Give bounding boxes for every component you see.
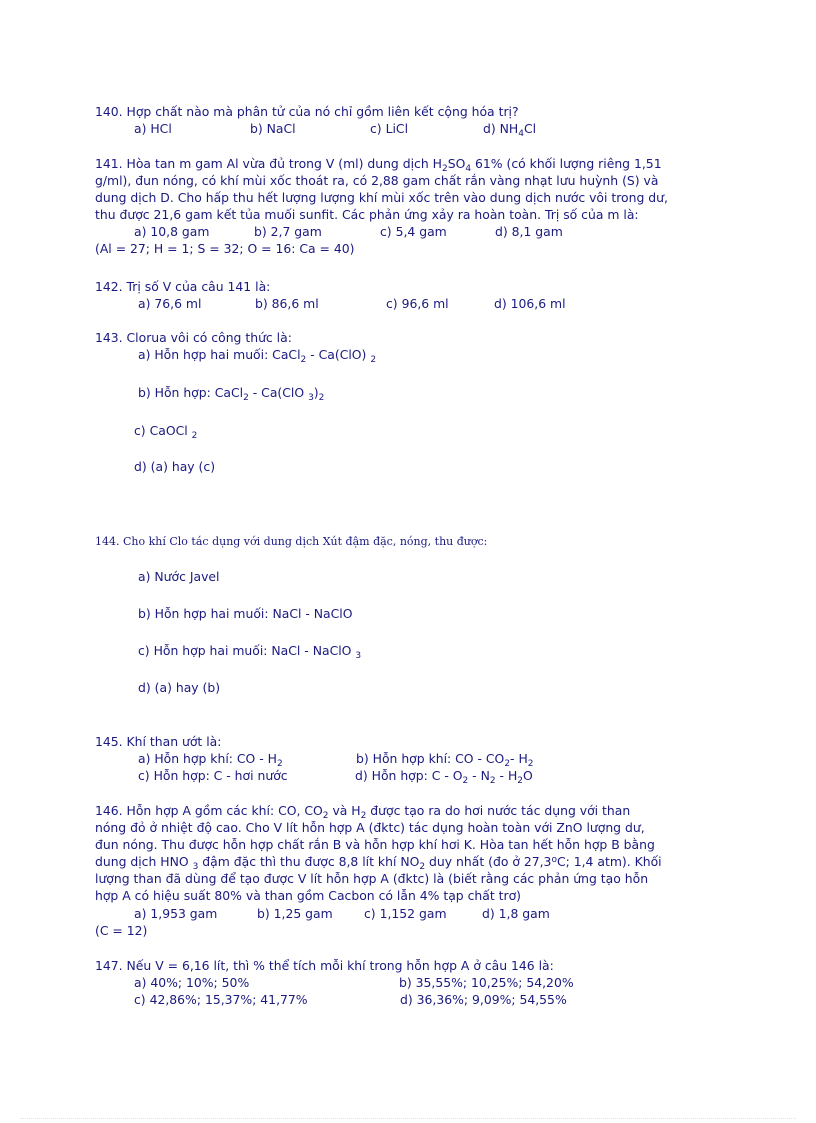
question-145-option-b: b) Hỗn hợp khí: CO - $CO_2-$ $H_2$ — [356, 751, 534, 769]
question-140-stem: 140. Hợp chất nào mà phân tử của nó chỉ gồm liên kết cộng hóa trị? — [95, 104, 519, 119]
question-146-option-d: d) 1,8 gam — [482, 906, 550, 921]
question-146-line-6: hợp A có hiệu suất 80% và than gồm Cacbon có lẫn 4% tạp chất trơ) — [95, 888, 522, 903]
question-147-stem: 147. Nếu V = 6,16 lít, thì % thể tích mỗi khí trong hỗn hợp A ở câu 146 là: — [95, 958, 554, 973]
question-147-option-b: b) 35,55%; 10,25%; 54,20% — [399, 975, 574, 990]
question-141-line-2: g/ml), đun nóng, có khí mùi xốc thoát ra, có 2,88 gam chất rắn vàng nhạt lưu huỳnh (S) và — [95, 173, 659, 188]
question-143-option-a: a) Hỗn hợp hai muối: CaCl$_2$ - Ca(ClO) $_2$ — [138, 347, 377, 365]
question-142-option-b: b) 86,6 ml — [255, 296, 319, 311]
question-141-note: (Al = 27; H = 1; S = 32; O = 16: Ca = 40) — [95, 241, 355, 256]
question-146-line-5: lượng than đã dùng để tạo được V lít hỗn hợp A (đktc) là (biết rằng các phản ứng tạo hỗn — [95, 871, 649, 886]
question-145-option-d: d) Hỗn hợp: C - $O_2 - N_2 - H_2O$ — [355, 768, 533, 786]
question-144-option-a: a) Nước Javel — [138, 569, 220, 584]
question-142-option-d: d) 106,6 ml — [494, 296, 566, 311]
question-146-option-b: b) 1,25 gam — [257, 906, 333, 921]
question-140-option-c: c) LiCl — [370, 121, 409, 136]
question-145-stem: 145. Khí than ướt là: — [95, 734, 222, 749]
question-145-option-c: c) Hỗn hợp: C - hơi nước — [138, 768, 288, 783]
question-144-option-b: b) Hỗn hợp hai muối: NaCl - NaClO — [138, 606, 353, 621]
question-144-option-d: d) (a) hay (b) — [138, 680, 221, 695]
question-147-option-a: a) 40%; 10%; 50% — [134, 975, 250, 990]
question-140-option-d: d) $NH_4Cl$ — [483, 121, 537, 139]
question-141-option-d: d) 8,1 gam — [495, 224, 563, 239]
question-146-line-1: 146. Hỗn hợp A gồm các khí: CO, $CO_2$ và $H_2$ được tạo ra do hơi nước tác dụng với than — [95, 803, 631, 821]
question-145-option-a: a) Hỗn hợp khí: CO - $H_2$ — [138, 751, 283, 769]
question-141-line-4: thu được 21,6 gam kết tủa muối sunfit. Các phản ứng xảy ra hoàn toàn. Trị số của m là: — [95, 207, 639, 222]
question-142-option-a: a) 76,6 ml — [138, 296, 202, 311]
question-146-line-4: dung dịch HNO $_3$ đậm đặc thì thu được 8,8 lít khí $NO_2$ duy nhất (đo ở 27,3$^o$C; 1,4 atm). Khối — [95, 854, 662, 872]
question-146-line-3: đun nóng. Thu được hỗn hợp chất rắn B và hỗn hợp khí hơi K. Hòa tan hết hỗn hợp B bằng — [95, 837, 655, 852]
question-143-option-c: c) CaOCl $_2$ — [134, 423, 198, 441]
question-146-line-2: nóng đỏ ở nhiệt độ cao. Cho V lít hỗn hợp A (đktc) tác dụng hoàn toàn với ZnO lượng dư, — [95, 820, 645, 835]
question-143-option-b: b) Hỗn hợp: CaCl$_2$ - Ca(ClO $_3)_2$ — [138, 385, 325, 403]
question-141-line-3: dung dịch D. Cho hấp thu hết lượng lượng khí mùi xốc trên vào dung dịch nước vôi trong dư, — [95, 190, 668, 205]
question-146-option-a: a) 1,953 gam — [134, 906, 218, 921]
question-147-option-d: d) 36,36%; 9,09%; 54,55% — [400, 992, 567, 1007]
question-147-option-c: c) 42,86%; 15,37%; 41,77% — [134, 992, 308, 1007]
question-141-option-b: b) 2,7 gam — [254, 224, 322, 239]
question-143-option-d: d) (a) hay (c) — [134, 459, 216, 474]
question-140-option-b: b) NaCl — [250, 121, 296, 136]
page-bottom-divider — [20, 1118, 796, 1119]
question-140-option-a: a) HCl — [134, 121, 172, 136]
question-143-stem: 143. Clorua vôi có công thức là: — [95, 330, 292, 345]
question-141-option-a: a) 10,8 gam — [134, 224, 210, 239]
question-146-note: (C = 12) — [95, 923, 148, 938]
question-141-option-c: c) 5,4 gam — [380, 224, 447, 239]
question-144-stem: 144. Cho khí Clo tác dụng với dung dịch Xút đậm đặc, nóng, thu được: — [95, 535, 488, 548]
question-144-option-c: c) Hỗn hợp hai muối: NaCl - NaClO $_3$ — [138, 643, 362, 661]
question-146-option-c: c) 1,152 gam — [364, 906, 447, 921]
question-142-option-c: c) 96,6 ml — [386, 296, 449, 311]
question-142-stem: 142. Trị số V của câu 141 là: — [95, 279, 271, 294]
question-141-line-1: 141. Hòa tan m gam Al vừa đủ trong V (ml) dung dịch $H_2SO_4$ 61% (có khối lượng riêng 1,51 — [95, 156, 662, 174]
